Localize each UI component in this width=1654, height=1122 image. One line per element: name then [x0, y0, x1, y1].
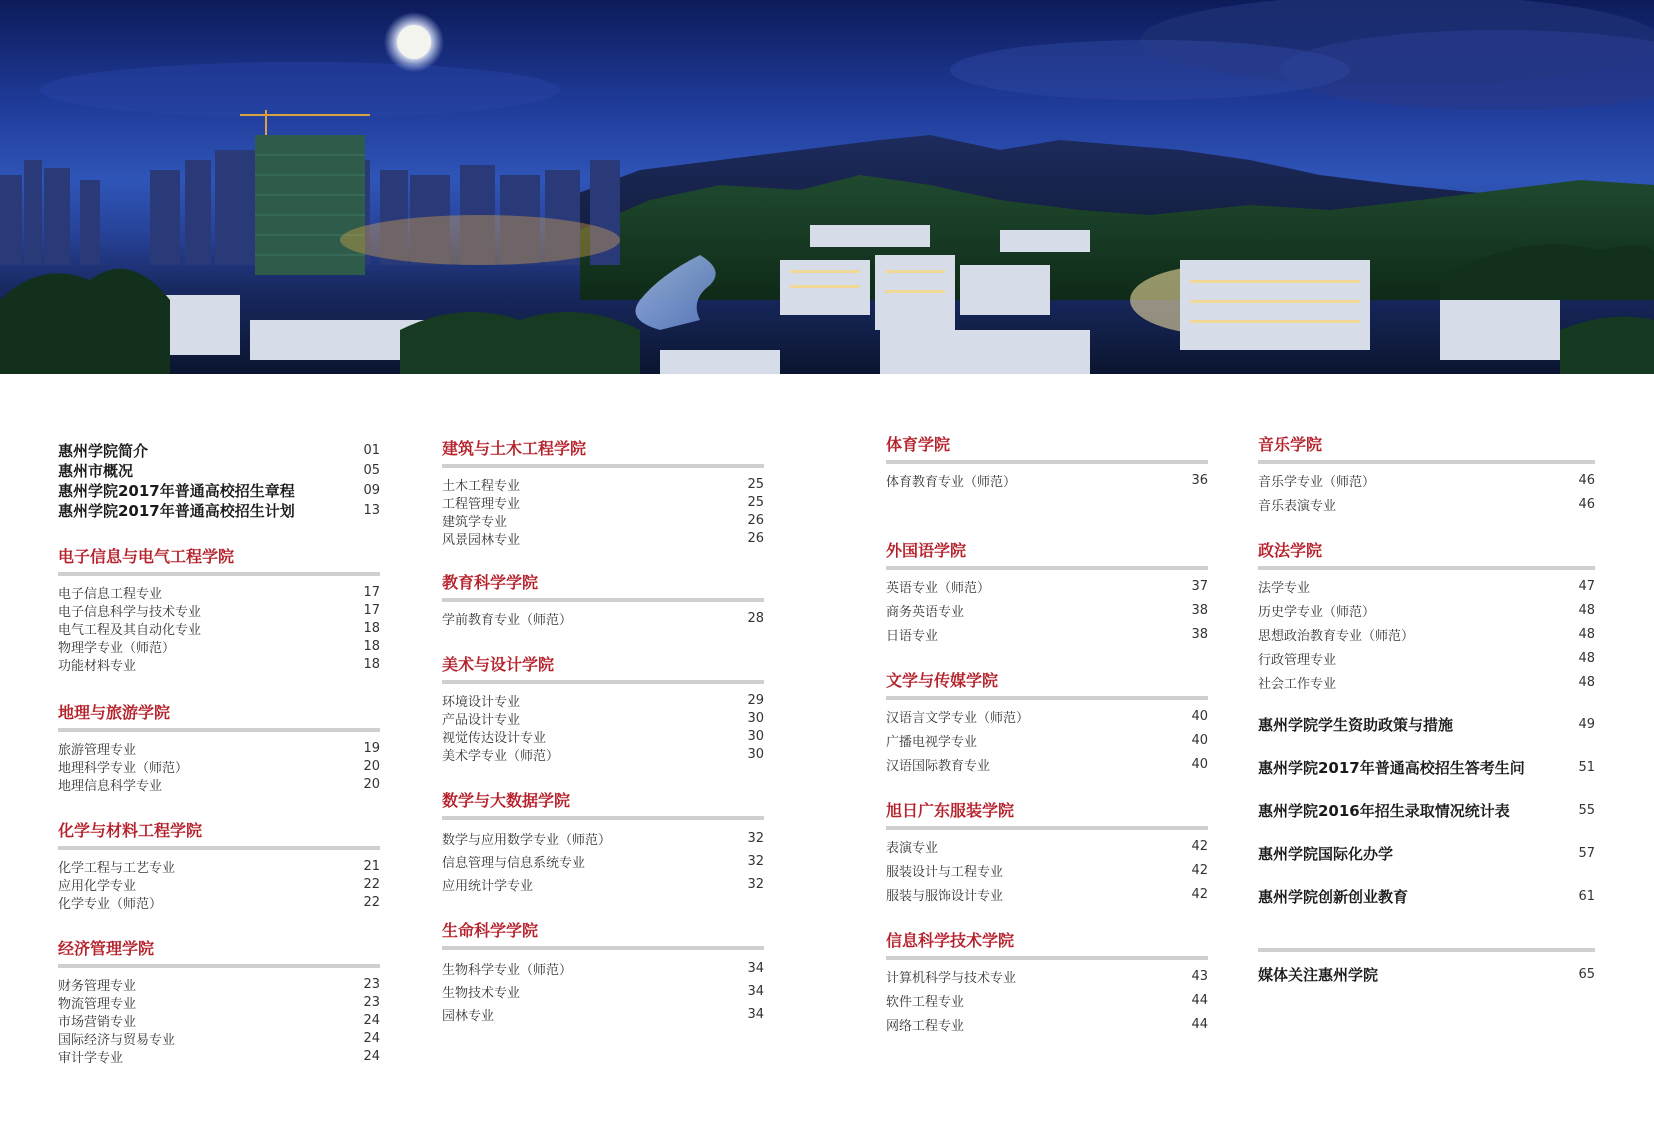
entry-page: 32 — [747, 830, 764, 846]
entry-page: 22 — [363, 876, 380, 892]
entry-label: 审计学专业 — [58, 1050, 124, 1066]
entry-page: 34 — [747, 960, 764, 976]
toc-entry[interactable] — [58, 874, 380, 894]
toc-entry[interactable] — [1258, 600, 1595, 620]
entry-page: 20 — [363, 776, 380, 792]
entry-label: 体育教育专业（师范） — [886, 474, 1017, 490]
entry-label: 汉语言文学专业（师范） — [886, 710, 1030, 726]
section-heading: 教育科学学院 — [442, 570, 764, 602]
toc-entry[interactable] — [886, 706, 1208, 726]
entry-page: 26 — [747, 512, 764, 528]
toc-entry-feature[interactable] — [1258, 714, 1595, 734]
entry-label: 电子信息工程专业 — [58, 586, 163, 602]
entry-page: 30 — [747, 746, 764, 762]
toc-entry[interactable] — [58, 756, 380, 776]
entry-page: 43 — [1191, 968, 1208, 984]
entry-label: 商务英语专业 — [886, 604, 965, 620]
section-heading: 体育学院 — [886, 432, 1208, 464]
toc-entry-feature[interactable] — [1258, 886, 1595, 906]
toc-entry[interactable] — [58, 582, 380, 602]
entry-page: 25 — [747, 494, 764, 510]
toc-entry[interactable] — [1258, 494, 1595, 514]
entry-label: 软件工程专业 — [886, 994, 965, 1010]
toc-entry[interactable] — [58, 600, 380, 620]
table-of-contents — [0, 374, 1654, 1122]
section-heading: 化学与材料工程学院 — [58, 818, 380, 850]
entry-page: 40 — [1191, 708, 1208, 724]
toc-entry[interactable] — [442, 510, 764, 530]
entry-label: 数学与应用数学专业（师范） — [442, 832, 612, 848]
entry-page: 42 — [1191, 838, 1208, 854]
entry-label: 惠州学院创新创业教育 — [1258, 887, 1409, 906]
toc-entry[interactable] — [58, 992, 380, 1012]
section-heading: 旭日广东服装学院 — [886, 798, 1208, 830]
toc-entry[interactable] — [442, 744, 764, 764]
entry-label: 电子信息科学与技术专业 — [58, 604, 202, 620]
entry-page: 57 — [1578, 845, 1595, 861]
toc-entry[interactable] — [886, 624, 1208, 644]
entry-page: 32 — [747, 876, 764, 892]
entry-label: 惠州学院2017年普通高校招生计划 — [58, 501, 295, 520]
entry-label: 市场营销专业 — [58, 1014, 137, 1030]
entry-label: 惠州学院2016年招生录取情况统计表 — [1258, 801, 1510, 820]
entry-label: 法学专业 — [1258, 580, 1311, 596]
entry-label: 旅游管理专业 — [58, 742, 137, 758]
entry-label: 汉语国际教育专业 — [886, 758, 991, 774]
toc-entry[interactable] — [58, 856, 380, 876]
section-heading: 数学与大数据学院 — [442, 788, 764, 820]
entry-page: 17 — [363, 602, 380, 618]
toc-entry[interactable] — [58, 1028, 380, 1048]
toc-entry[interactable] — [886, 730, 1208, 750]
section-heading: 美术与设计学院 — [442, 652, 764, 684]
entry-page: 24 — [363, 1012, 380, 1028]
entry-page: 29 — [747, 692, 764, 708]
toc-entry[interactable] — [886, 600, 1208, 620]
toc-entry[interactable] — [58, 618, 380, 638]
entry-label: 工程管理专业 — [442, 496, 521, 512]
toc-entry[interactable] — [58, 1010, 380, 1030]
entry-label: 国际经济与贸易专业 — [58, 1032, 176, 1048]
toc-entry-feature[interactable] — [1258, 843, 1595, 863]
toc-entry[interactable] — [1258, 470, 1595, 490]
entry-label: 化学工程与工艺专业 — [58, 860, 176, 876]
section-heading: 文学与传媒学院 — [886, 668, 1208, 700]
entry-label: 物理学专业（师范） — [58, 640, 176, 656]
entry-page: 25 — [747, 476, 764, 492]
toc-entry-intro[interactable] — [58, 440, 380, 460]
entry-label: 音乐表演专业 — [1258, 498, 1337, 514]
entry-label: 惠州学院简介 — [58, 441, 149, 460]
entry-page: 21 — [363, 858, 380, 874]
entry-page: 05 — [363, 462, 380, 478]
section-heading: 建筑与土木工程学院 — [442, 436, 764, 468]
entry-label: 产品设计专业 — [442, 712, 521, 728]
entry-label: 惠州学院2017年普通高校招生章程 — [58, 481, 295, 500]
entry-page: 37 — [1191, 578, 1208, 594]
entry-label: 计算机科学与技术专业 — [886, 970, 1017, 986]
toc-entry[interactable] — [1258, 576, 1595, 596]
entry-label: 服装与服饰设计专业 — [886, 888, 1004, 904]
entry-page: 48 — [1578, 602, 1595, 618]
toc-entry[interactable] — [442, 851, 764, 871]
entry-page: 46 — [1578, 496, 1595, 512]
entry-page: 48 — [1578, 650, 1595, 666]
entry-page: 44 — [1191, 992, 1208, 1008]
entry-page: 30 — [747, 728, 764, 744]
toc-entry[interactable] — [442, 492, 764, 512]
entry-page: 42 — [1191, 886, 1208, 902]
toc-entry[interactable] — [886, 966, 1208, 986]
divider-rule — [1258, 948, 1595, 952]
toc-entry[interactable] — [886, 860, 1208, 880]
toc-entry[interactable] — [442, 981, 764, 1001]
entry-label: 惠州市概况 — [58, 461, 134, 480]
toc-entry[interactable] — [442, 708, 764, 728]
entry-page: 51 — [1578, 759, 1595, 775]
entry-label: 音乐学专业（师范） — [1258, 474, 1376, 490]
entry-page: 65 — [1578, 966, 1595, 982]
entry-label: 应用统计学专业 — [442, 878, 534, 894]
entry-page: 17 — [363, 584, 380, 600]
toc-entry[interactable] — [58, 636, 380, 656]
entry-label: 服装设计与工程专业 — [886, 864, 1004, 880]
entry-label: 风景园林专业 — [442, 532, 521, 548]
entry-label: 建筑学专业 — [442, 514, 508, 530]
entry-page: 13 — [363, 502, 380, 518]
entry-page: 34 — [747, 983, 764, 999]
entry-label: 惠州学院学生资助政策与措施 — [1258, 715, 1454, 734]
entry-label: 惠州学院国际化办学 — [1258, 844, 1394, 863]
toc-entry[interactable] — [886, 576, 1208, 596]
panorama-illustration — [0, 0, 1654, 374]
entry-label: 日语专业 — [886, 628, 939, 644]
toc-entry[interactable] — [442, 828, 764, 848]
entry-page: 26 — [747, 530, 764, 546]
toc-entry[interactable] — [58, 892, 380, 912]
toc-entry-intro[interactable] — [58, 500, 380, 520]
entry-label: 惠州学院2017年普通高校招生答考生问 — [1258, 758, 1525, 777]
toc-entry-feature[interactable] — [1258, 757, 1595, 777]
toc-entry[interactable] — [442, 1004, 764, 1024]
toc-entry-media[interactable] — [1258, 964, 1595, 984]
toc-entry[interactable] — [58, 654, 380, 674]
entry-page: 22 — [363, 894, 380, 910]
entry-page: 61 — [1578, 888, 1595, 904]
entry-label: 财务管理专业 — [58, 978, 137, 994]
toc-entry-intro[interactable] — [58, 460, 380, 480]
toc-entry[interactable] — [1258, 672, 1595, 692]
entry-label: 表演专业 — [886, 840, 939, 856]
entry-label: 园林专业 — [442, 1008, 495, 1024]
toc-entry[interactable] — [886, 1014, 1208, 1034]
toc-entry-intro[interactable] — [58, 480, 380, 500]
entry-page: 18 — [363, 638, 380, 654]
entry-label: 网络工程专业 — [886, 1018, 965, 1034]
entry-page: 48 — [1578, 674, 1595, 690]
entry-page: 47 — [1578, 578, 1595, 594]
entry-page: 49 — [1578, 716, 1595, 732]
entry-page: 09 — [363, 482, 380, 498]
entry-label: 地理科学专业（师范） — [58, 760, 189, 776]
toc-entry[interactable] — [58, 974, 380, 994]
toc-entry[interactable] — [442, 874, 764, 894]
toc-entry[interactable] — [1258, 624, 1595, 644]
entry-label: 生物科学专业（师范） — [442, 962, 573, 978]
entry-page: 48 — [1578, 626, 1595, 642]
entry-page: 23 — [363, 994, 380, 1010]
campus-night-panorama — [0, 0, 1654, 374]
entry-label: 视觉传达设计专业 — [442, 730, 547, 746]
toc-entry-feature[interactable] — [1258, 800, 1595, 820]
toc-entry[interactable] — [442, 474, 764, 494]
toc-entry[interactable] — [58, 1046, 380, 1066]
entry-page: 20 — [363, 758, 380, 774]
toc-entry[interactable] — [442, 726, 764, 746]
entry-label: 美术学专业（师范） — [442, 748, 560, 764]
entry-label: 电气工程及其自动化专业 — [58, 622, 202, 638]
section-heading: 政法学院 — [1258, 538, 1595, 570]
toc-entry[interactable] — [886, 990, 1208, 1010]
section-heading: 信息科学技术学院 — [886, 928, 1208, 960]
entry-page: 34 — [747, 1006, 764, 1022]
toc-entry[interactable] — [442, 690, 764, 710]
toc-entry[interactable] — [58, 738, 380, 758]
entry-label: 历史学专业（师范） — [1258, 604, 1376, 620]
section-heading: 音乐学院 — [1258, 432, 1595, 464]
section-heading: 经济管理学院 — [58, 936, 380, 968]
entry-page: 01 — [363, 442, 380, 458]
entry-label: 地理信息科学专业 — [58, 778, 163, 794]
entry-label: 学前教育专业（师范） — [442, 612, 573, 628]
entry-page: 42 — [1191, 862, 1208, 878]
entry-page: 23 — [363, 976, 380, 992]
entry-page: 46 — [1578, 472, 1595, 488]
entry-label: 思想政治教育专业（师范） — [1258, 628, 1415, 644]
toc-entry[interactable] — [442, 958, 764, 978]
entry-page: 44 — [1191, 1016, 1208, 1032]
entry-label: 英语专业（师范） — [886, 580, 991, 596]
toc-entry[interactable] — [442, 528, 764, 548]
entry-label: 化学专业（师范） — [58, 896, 163, 912]
entry-page: 30 — [747, 710, 764, 726]
entry-page: 24 — [363, 1048, 380, 1064]
entry-page: 19 — [363, 740, 380, 756]
section-heading: 外国语学院 — [886, 538, 1208, 570]
entry-page: 38 — [1191, 626, 1208, 642]
entry-page: 24 — [363, 1030, 380, 1046]
section-heading: 地理与旅游学院 — [58, 700, 380, 732]
entry-page: 55 — [1578, 802, 1595, 818]
toc-entry[interactable] — [442, 608, 764, 628]
toc-entry[interactable] — [886, 470, 1208, 490]
entry-page: 38 — [1191, 602, 1208, 618]
entry-page: 40 — [1191, 756, 1208, 772]
entry-label: 广播电视学专业 — [886, 734, 978, 750]
entry-page: 32 — [747, 853, 764, 869]
entry-label: 功能材料专业 — [58, 658, 137, 674]
entry-label: 应用化学专业 — [58, 878, 137, 894]
entry-label: 物流管理专业 — [58, 996, 137, 1012]
entry-label: 社会工作专业 — [1258, 676, 1337, 692]
entry-label: 行政管理专业 — [1258, 652, 1337, 668]
toc-entry[interactable] — [58, 774, 380, 794]
toc-entry[interactable] — [886, 884, 1208, 904]
entry-page: 18 — [363, 620, 380, 636]
toc-entry[interactable] — [886, 836, 1208, 856]
entry-label: 信息管理与信息系统专业 — [442, 855, 586, 871]
toc-entry[interactable] — [886, 754, 1208, 774]
section-heading: 电子信息与电气工程学院 — [58, 544, 380, 576]
entry-page: 36 — [1191, 472, 1208, 488]
entry-label: 土木工程专业 — [442, 478, 521, 494]
section-heading: 生命科学学院 — [442, 918, 764, 950]
entry-label: 媒体关注惠州学院 — [1258, 965, 1379, 984]
toc-entry[interactable] — [1258, 648, 1595, 668]
entry-label: 生物技术专业 — [442, 985, 521, 1001]
entry-page: 18 — [363, 656, 380, 672]
entry-label: 环境设计专业 — [442, 694, 521, 710]
entry-page: 28 — [747, 610, 764, 626]
entry-page: 40 — [1191, 732, 1208, 748]
